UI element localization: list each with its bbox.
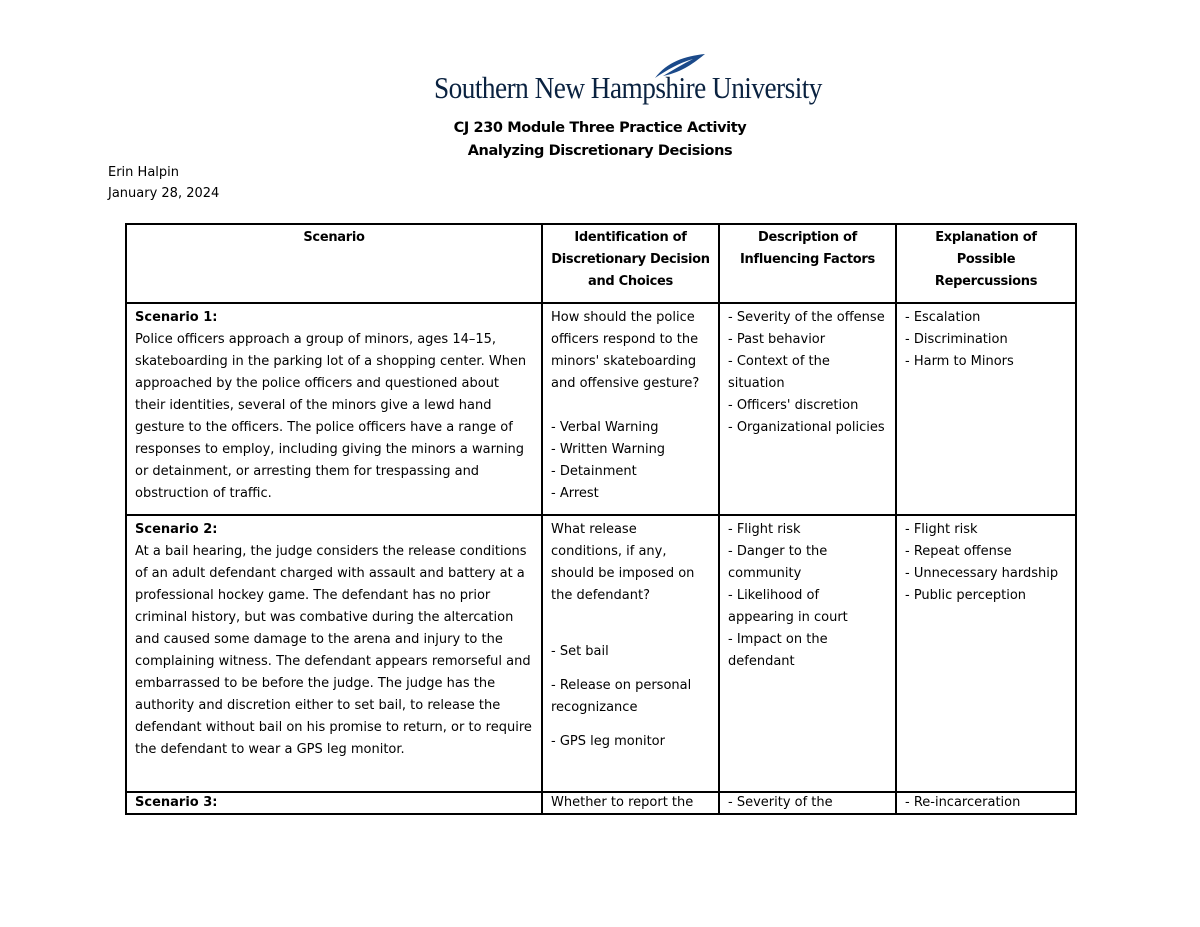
table-header-row [126, 224, 1076, 303]
repercussion-item: - Public perception [905, 588, 1027, 603]
table-row [126, 515, 1076, 792]
document-date: January 28, 2024 [108, 186, 220, 201]
scenario-cell [126, 792, 542, 814]
decision-question: What release conditions, if any, should be imposed on the defendant? [551, 522, 695, 603]
repercussion-item: - Re-incarceration [905, 795, 1021, 810]
factor-item: - Flight risk [728, 522, 801, 537]
repercussions-cell [896, 515, 1076, 792]
table-row [126, 792, 1076, 814]
choice-item: - Detainment [551, 464, 637, 479]
factor-item: - Impact on the defendant [728, 632, 828, 669]
factor-item: - Officers' discretion [728, 398, 859, 413]
scenario-table [125, 223, 1077, 815]
header-scenario: Scenario [126, 224, 542, 303]
header-explanation: Explanation of Possible Repercussions [896, 224, 1076, 303]
factors-cell [719, 792, 896, 814]
factor-item: - Context of the situation [728, 354, 830, 391]
factors-cell [719, 303, 896, 515]
repercussion-item: - Flight risk [905, 522, 978, 537]
decision-cell [542, 792, 719, 814]
choice-item: - Verbal Warning [551, 420, 659, 435]
choice-item: - Written Warning [551, 442, 666, 457]
factor-item: - Severity of the offense [728, 310, 885, 325]
factor-item: - Danger to the community [728, 544, 828, 581]
author-name: Erin Halpin [108, 165, 179, 180]
choice-item: - GPS leg monitor [551, 734, 665, 749]
scenario-cell [126, 303, 542, 515]
repercussion-item: - Repeat offense [905, 544, 1012, 559]
university-logo [434, 52, 822, 105]
document-title: CJ 230 Module Three Practice Activity [453, 120, 747, 136]
decision-question: Whether to report the [551, 795, 694, 810]
factor-item: - Past behavior [728, 332, 826, 347]
decision-question: How should the police officers respond to the minors' skateboarding and offensive gesture? [551, 310, 700, 391]
scenario-title: Scenario 1: [135, 310, 218, 325]
scenario-text: At a bail hearing, the judge considers the release conditions of an adult defendant charged with assault and battery at a professional hockey game. The defendant has no prior criminal history, but was combative during the altercation and caused some damage to the arena and injury to the complaining witness. The defendant appears remorseful and embarrassed to be before the judge. The judge has the authority and discretion either to set bail, to release the defendant without bail on his promise to return, or to require the defendant to wear a GPS leg monitor. [135, 544, 532, 757]
repercussions-cell [896, 303, 1076, 515]
logo-wordmark: Southern New Hampshire University [434, 70, 822, 105]
document-subtitle: Analyzing Discretionary Decisions [467, 143, 733, 159]
header-identification: Identification of Discretionary Decision and Choices [542, 224, 719, 303]
repercussions-cell [896, 792, 1076, 814]
factor-item: - Likelihood of appearing in court [728, 588, 848, 625]
decision-cell [542, 303, 719, 515]
repercussion-item: - Unnecessary hardship [905, 566, 1059, 581]
choice-item: - Release on personal recognizance [551, 678, 692, 715]
scenario-title: Scenario 2: [135, 522, 218, 537]
scenario-cell [126, 515, 542, 792]
choice-item: - Set bail [551, 644, 609, 659]
scenario-text: Police officers approach a group of minors, ages 14–15, skateboarding in the parking lot of a shopping center. When approached by the police officers and questioned about their identities, several of the minors give a lewd hand gesture to the officers. The police officers have a range of responses to employ, including giving the minors a warning or detainment, or arresting them for trespassing and obstruction of traffic. [135, 332, 527, 501]
scenario-title: Scenario 3: [135, 795, 218, 810]
choice-item: - Arrest [551, 486, 599, 501]
repercussion-item: - Discrimination [905, 332, 1008, 347]
factors-cell [719, 515, 896, 792]
decision-cell [542, 515, 719, 792]
header-description: Description of Influencing Factors [719, 224, 896, 303]
factor-item: - Organizational policies [728, 420, 885, 435]
table-row [126, 303, 1076, 515]
repercussion-item: - Harm to Minors [905, 354, 1014, 369]
repercussion-item: - Escalation [905, 310, 981, 325]
factor-item: - Severity of the [728, 795, 833, 810]
